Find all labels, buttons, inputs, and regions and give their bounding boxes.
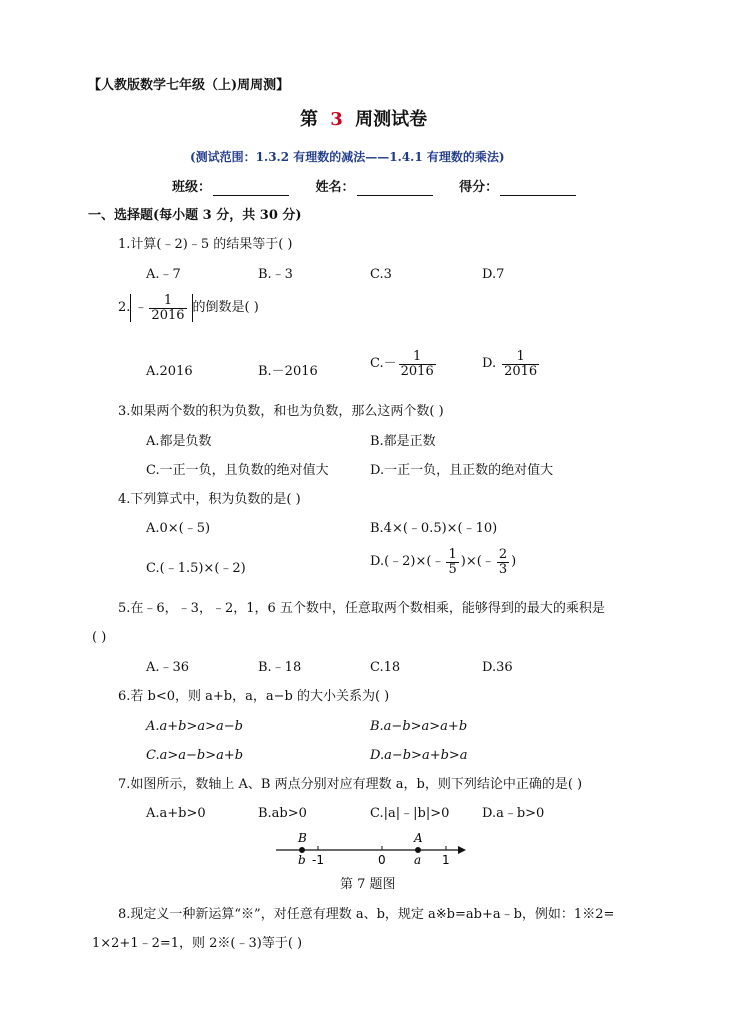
q6-option-c[interactable]: C.a>a−b>a+b (146, 748, 244, 763)
absolute-value (130, 294, 192, 322)
tick-label-neg1: -1 (312, 853, 324, 867)
question-stem: 在﹣6，﹣3，﹣2，1，6 五个数中，任意取两个数相乘，能够得到的最大的乘积是 (130, 601, 605, 616)
question-4 (118, 492, 301, 508)
q1-option-b[interactable]: B.﹣3 (258, 267, 293, 282)
q6-option-a[interactable]: A.a+b>a>a−b (146, 719, 243, 734)
class-label: 班级： (172, 180, 212, 195)
q1-option-c[interactable]: C.3 (370, 267, 392, 282)
question-7 (118, 777, 582, 793)
question-number: 6. (118, 689, 131, 704)
question-stem: 计算(﹣2)﹣5 的结果等于( ) (130, 237, 293, 252)
question-5-line2: ( ) (92, 630, 107, 645)
frac-denominator: 2016 (400, 363, 434, 379)
q6-option-b[interactable]: B.a−b>a>a+b (370, 719, 468, 734)
q3-option-d[interactable]: D.一正一负，且正数的绝对值大 (370, 463, 554, 478)
question-stem: 的倒数是( ) (192, 300, 259, 316)
fraction (399, 350, 436, 378)
frac-denominator: 5 (448, 561, 457, 577)
name-label: 姓名： (315, 180, 355, 195)
q1-option-d[interactable]: D.7 (482, 267, 505, 282)
option-prefix: C.－ (370, 356, 397, 372)
question-stem: 如果两个数的积为负数，和也为负数，那么这两个数( ) (130, 404, 444, 419)
frac-denominator: 2016 (504, 363, 538, 379)
question-8 (118, 907, 614, 923)
q7-option-c[interactable]: C.|a|﹣|b|>0 (370, 806, 450, 821)
q2-option-b[interactable]: B.－2016 (258, 364, 318, 379)
q4-option-a[interactable]: A.0×(﹣5) (146, 521, 211, 536)
header-tag: 【人教版数学七年级（上)周周测】 (88, 78, 290, 93)
q4-option-c[interactable]: C.(﹣1.5)×(﹣2) (146, 561, 246, 576)
fraction (446, 548, 458, 576)
question-stem: 如图所示，数轴上 A、B 两点分别对应有理数 a，b，则下列结论中正确的是( ) (130, 777, 583, 792)
question-number: 5. (118, 601, 131, 616)
q2-option-d[interactable] (482, 350, 541, 378)
q4-option-d[interactable] (370, 548, 516, 576)
page-title (300, 109, 427, 131)
q5-option-c[interactable]: C.18 (370, 660, 401, 675)
label-A: A (414, 831, 423, 845)
q7-option-a[interactable]: A.a+b>0 (146, 806, 206, 821)
fraction (502, 350, 539, 378)
label-B: B (298, 831, 307, 845)
label-b: b (298, 853, 306, 867)
frac-numerator: 1 (448, 547, 457, 562)
arrow-head-icon (458, 846, 466, 854)
q4-option-b[interactable]: B.4×(﹣0.5)×(﹣10) (370, 521, 498, 536)
q2-option-a[interactable]: A.2016 (146, 364, 193, 379)
question-number: 3. (118, 404, 131, 419)
q1-option-a[interactable]: A.﹣7 (146, 267, 181, 282)
number-line-figure (272, 830, 472, 870)
frac-numerator: 1 (163, 293, 173, 308)
q7-option-b[interactable]: B.ab>0 (258, 806, 307, 821)
frac-numerator: 1 (516, 349, 525, 364)
question-stem: 若 b<0，则 a+b，a，a−b 的大小关系为( ) (130, 689, 390, 704)
question-1 (118, 237, 293, 253)
q7-option-d[interactable]: D.a﹣b>0 (482, 806, 545, 821)
question-number: 1. (118, 237, 131, 252)
q5-option-d[interactable]: D.36 (482, 660, 513, 675)
fraction (497, 548, 509, 576)
option-prefix: D.(﹣2)×(﹣ (370, 554, 445, 570)
frac-numerator: 2 (498, 547, 508, 562)
info-fields (172, 180, 576, 196)
fraction (149, 294, 186, 322)
question-number: 2. (118, 300, 131, 316)
q5-option-a[interactable]: A.﹣36 (146, 660, 190, 675)
section-heading: 一、选择题(每小题 3 分，共 30 分) (88, 208, 302, 223)
question-8-line2: 1×2+1﹣2=1，则 2※(﹣3)等于( ) (92, 936, 303, 951)
option-prefix: D. (482, 356, 497, 372)
score-blank[interactable] (500, 182, 576, 196)
score-label: 得分： (459, 180, 499, 195)
test-scope: (测试范围：1.3.2 有理数的减法——1.4.1 有理数的乘法) (190, 150, 505, 164)
q2-option-c[interactable] (370, 350, 438, 378)
frac-numerator: 1 (413, 349, 422, 364)
question-2 (118, 294, 259, 322)
title-prefix: 第 (300, 109, 318, 130)
frac-denominator: 3 (498, 561, 508, 577)
question-6 (118, 689, 389, 705)
frac-denominator: 2016 (151, 307, 185, 323)
q5-option-b[interactable]: B.﹣18 (258, 660, 302, 675)
q6-option-d[interactable]: D.a−b>a+b>a (370, 748, 468, 763)
title-suffix: 周测试卷 (355, 109, 428, 130)
name-blank[interactable] (357, 182, 433, 196)
tick-label-0: 0 (378, 853, 386, 867)
q3-option-b[interactable]: B.都是正数 (370, 434, 436, 449)
question-stem: 下列算式中，积为负数的是( ) (130, 492, 301, 507)
title-week: 3 (330, 109, 343, 130)
question-5 (118, 601, 605, 617)
option-middle: )×(﹣ (460, 554, 495, 570)
label-a: a (414, 853, 422, 867)
minus-sign: ﹣ (134, 300, 148, 316)
option-suffix: ) (511, 554, 517, 570)
q3-option-c[interactable]: C.一正一负，且负数的绝对值大 (146, 463, 329, 478)
question-number: 4. (118, 492, 131, 507)
question-number: 7. (118, 777, 131, 792)
question-number: 8. (118, 907, 131, 922)
figure-caption: 第 7 题图 (340, 877, 396, 892)
q3-option-a[interactable]: A.都是负数 (146, 434, 212, 449)
class-blank[interactable] (213, 182, 289, 196)
question-3 (118, 404, 444, 420)
tick-label-1: 1 (442, 853, 450, 867)
question-stem: 现定义一种新运算“※”，对任意有理数 a、b，规定 a※b=ab+a﹣b，例如：1※2= (130, 907, 615, 922)
